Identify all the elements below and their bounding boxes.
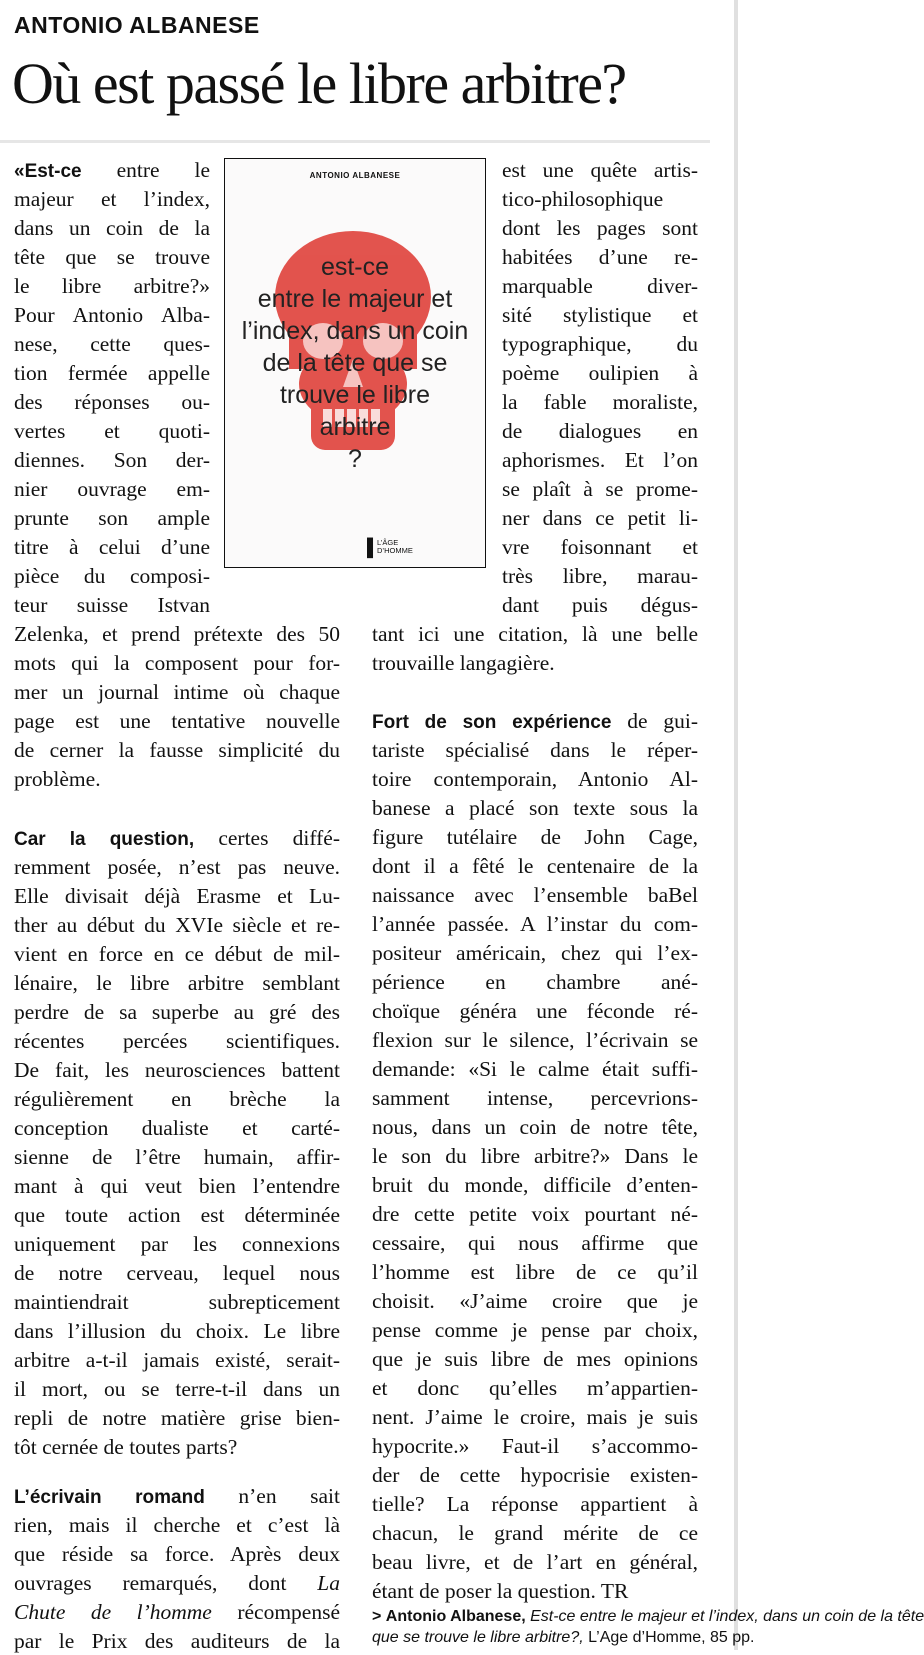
text-line: flexion sur le silence, l’écrivain se — [372, 1028, 698, 1052]
text-line: prunte son ample — [14, 506, 210, 530]
text-line: la fable moraliste, — [502, 390, 698, 414]
text-line: sienne de l’être humain, affir- — [14, 1145, 340, 1169]
text-line: rien, mais il cherche et c’est là — [14, 1513, 340, 1537]
text-line: est une quête artis- — [502, 158, 698, 182]
text-line: Fort de son expérience de gui- — [372, 709, 698, 733]
text-line: maintiendrait subrepticement — [14, 1290, 340, 1314]
text-line: mant à qui veut bien l’entendre — [14, 1174, 340, 1198]
text-line: périence en chambre ané- — [372, 970, 698, 994]
text-line: Pour Antonio Alba- — [14, 303, 210, 327]
text-line: conception dualiste et carté- — [14, 1116, 340, 1140]
text-line: tariste spécialisé dans le réper- — [372, 738, 698, 762]
publisher-logo-line: L’ÂGE — [377, 538, 399, 547]
publisher-mark-icon: ▌ — [367, 538, 380, 557]
cover-line: trouve le libre — [279, 381, 431, 409]
text-line: tant ici une citation, là une belle — [372, 622, 698, 646]
text-line: tielle? La réponse appartient à — [372, 1492, 698, 1516]
text-line: typographique, du — [502, 332, 698, 356]
text-line: mots qui la composent pour for- — [14, 651, 340, 675]
text-line: que réside sa force. Après deux — [14, 1542, 340, 1566]
text-line: se plaît à se prome- — [502, 477, 698, 501]
cover-line: entre le majeur et — [257, 285, 453, 313]
text-line: nier ouvrage em- — [14, 477, 210, 501]
text-line: choisit. «J’aime croire que je — [372, 1289, 698, 1313]
text-line: vertes et quoti- — [14, 419, 210, 443]
text-line: dont il a fêté le centenaire de la — [372, 854, 698, 878]
book-reference: > Antonio Albanese, Est-ce entre le majeur et l’index, dans un coin de la tête — [372, 1608, 924, 1625]
text-line: dans l’illusion du choix. Le libre — [14, 1319, 340, 1343]
ref-marker: > — [372, 1608, 382, 1625]
text-line: habitées d’une re- — [502, 245, 698, 269]
publisher-logo — [367, 537, 425, 559]
text-line: problème. — [14, 767, 101, 791]
text-line: page est une tentative nouvelle — [14, 709, 340, 733]
text-line: banese a placé son texte sous la — [372, 796, 698, 820]
text-line: ouvrages remarqués, dont La — [14, 1571, 340, 1595]
text-line: des réponses ou- — [14, 390, 210, 414]
text-line: récentes percées scientifiques. — [14, 1029, 340, 1053]
text-line: L’écrivain romand n’en sait — [14, 1484, 340, 1508]
text-line: tico-philosophique — [502, 187, 664, 211]
text-line: pense comme je pense par choix, — [372, 1318, 698, 1342]
book-cover-author: ANTONIO ALBANESE — [309, 171, 401, 180]
text-line: sité stylistique et — [502, 303, 698, 327]
text-line: ther au début du XVIe siècle et re- — [14, 913, 340, 937]
text-line: de notre cerveau, lequel nous — [14, 1261, 340, 1285]
text-line: der de cette hypocrisie existen- — [372, 1463, 698, 1487]
text-line: le son du libre arbitre?» Dans le — [372, 1144, 698, 1168]
text-line: Car la question, certes diffé- — [14, 826, 340, 850]
text-line: aphorismes. Et l’on — [502, 448, 698, 472]
text-line: majeur et l’index, — [14, 187, 210, 211]
text-line: De fait, les neurosciences battent — [14, 1058, 340, 1082]
lead-in: Car la question, — [14, 829, 195, 850]
text-line: nent. J’aime le croire, mais je suis — [372, 1405, 698, 1429]
text-line: Chute de l’homme récompensé — [14, 1600, 340, 1624]
italic-title: Chute de l’homme — [14, 1600, 212, 1624]
text-line: dont les pages sont — [502, 216, 698, 240]
text-line: mer un journal intime où chaque — [14, 680, 340, 704]
text-line: dre cette petite voix pourtant né- — [372, 1202, 698, 1226]
text-line: par le Prix des auditeurs de la — [14, 1629, 340, 1653]
text-line: toire contemporain, Antonio Al- — [372, 767, 698, 791]
text-line: naissance avec l’ensemble baBel — [372, 883, 698, 907]
ref-publisher: L’Age — [588, 1629, 629, 1646]
text-line: demande: «Si le calme était suffi- — [372, 1057, 698, 1081]
cover-line: de la tête que se — [262, 349, 448, 377]
cover-line: est-ce — [320, 253, 390, 281]
publisher-logo-line: D’HOMME — [377, 546, 413, 555]
text-line: poème oulipien à — [502, 361, 698, 385]
text-line: repli de notre matière grise bien- — [14, 1406, 340, 1430]
text-line: régulièrement en brèche la — [14, 1087, 340, 1111]
text-line: cessaire, qui nous affirme que — [372, 1231, 698, 1255]
ref-author: Antonio Albanese, — [385, 1608, 526, 1625]
text-line: vre foisonnant et — [502, 535, 698, 559]
text-line: marquable diver- — [502, 274, 698, 298]
text-line: l’année passée. A l’instar du com- — [372, 912, 698, 936]
cover-line: ? — [348, 445, 362, 473]
text-line: il mort, ou se terre-t-il dans un — [14, 1377, 340, 1401]
text-line: samment intense, percevrions- — [372, 1086, 698, 1110]
book-cover-image — [224, 158, 486, 568]
text-line: dans un coin de la — [14, 216, 210, 240]
text-line: de dialogues en — [502, 419, 698, 443]
text-line: beau livre, et de l’art en général, — [372, 1550, 698, 1574]
text-line: Elle divisait déjà Erasme et Lu- — [14, 884, 340, 908]
text-line: étant de poser la question. TR — [372, 1579, 629, 1603]
text-line: bruit du monde, difficile d’enten- — [372, 1173, 698, 1197]
text-line: tête que se trouve — [14, 245, 210, 269]
text-line: Zelenka, et prend prétexte des 50 — [14, 622, 340, 646]
text-line: l’homme est libre de ce qu’il — [372, 1260, 698, 1284]
text-line: que je suis libre de mes opinions — [372, 1347, 698, 1371]
lead-in: L’écrivain romand — [14, 1487, 205, 1508]
italic-title: La — [317, 1571, 340, 1595]
text-line: teur suisse Istvan — [14, 593, 210, 617]
text-line: remment posée, n’est pas neuve. — [14, 855, 340, 879]
text-line: positeur américain, chez qui l’ex- — [372, 941, 698, 965]
text-line: choïque généra une féconde ré- — [372, 999, 698, 1023]
text-line: nous, dans un coin de notre tête, — [372, 1115, 698, 1139]
text-line: le libre arbitre?» — [14, 274, 210, 298]
text-line: de cerner la fausse simplicité du — [14, 738, 340, 762]
text-line: figure tutélaire de John Cage, — [372, 825, 698, 849]
author-kicker: ANTONIO ALBANESE — [14, 12, 260, 38]
text-line: uniquement par les connexions — [14, 1232, 340, 1256]
text-line: lénaire, le libre arbitre semblant — [14, 971, 340, 995]
book-reference-line: que se trouve le libre arbitre?, L’Age d’Homme, 85 pp. — [372, 1629, 755, 1646]
text-line: «Est-ce entre le — [14, 158, 210, 182]
text-line: arbitre a-t-il jamais existé, serait- — [14, 1348, 340, 1372]
lead-in: «Est-ce — [14, 161, 82, 182]
text-line: que toute action est déterminée — [14, 1203, 340, 1227]
text-line: et donc qu’elles m’appartien- — [372, 1376, 698, 1400]
title-divider — [0, 140, 710, 143]
text-line: diennes. Son der- — [14, 448, 210, 472]
text-line: perdre de sa superbe au gré des — [14, 1000, 340, 1024]
text-line: hypocrite.» Faut-il s’accommo- — [372, 1434, 698, 1458]
text-line: dant puis dégus- — [502, 593, 698, 617]
article-title: Où est passé le libre arbitre? — [12, 51, 626, 116]
text-line: très libre, marau- — [502, 564, 698, 588]
text-line: titre à celui d’une — [14, 535, 210, 559]
text-line: chacun, le grand mérite de ce — [372, 1521, 698, 1545]
cover-line: arbitre — [319, 413, 391, 441]
book-cover-title — [225, 251, 485, 475]
text-line: vient en force en ce début de mil- — [14, 942, 340, 966]
text-line: trouvaille langagière. — [372, 651, 555, 675]
text-line: ner dans ce petit li- — [502, 506, 698, 530]
cover-line: l’index, dans un coin — [241, 317, 469, 345]
text-line: nese, cette ques- — [14, 332, 210, 356]
page-edge-bar — [734, 0, 738, 1650]
text-line: tion fermée appelle — [14, 361, 210, 385]
text-line: pièce du composi- — [14, 564, 210, 588]
lead-in: Fort de son expérience — [372, 712, 612, 733]
text-line: tôt cernée de toutes parts? — [14, 1435, 238, 1459]
ref-title: Est-ce entre le — [530, 1608, 634, 1625]
